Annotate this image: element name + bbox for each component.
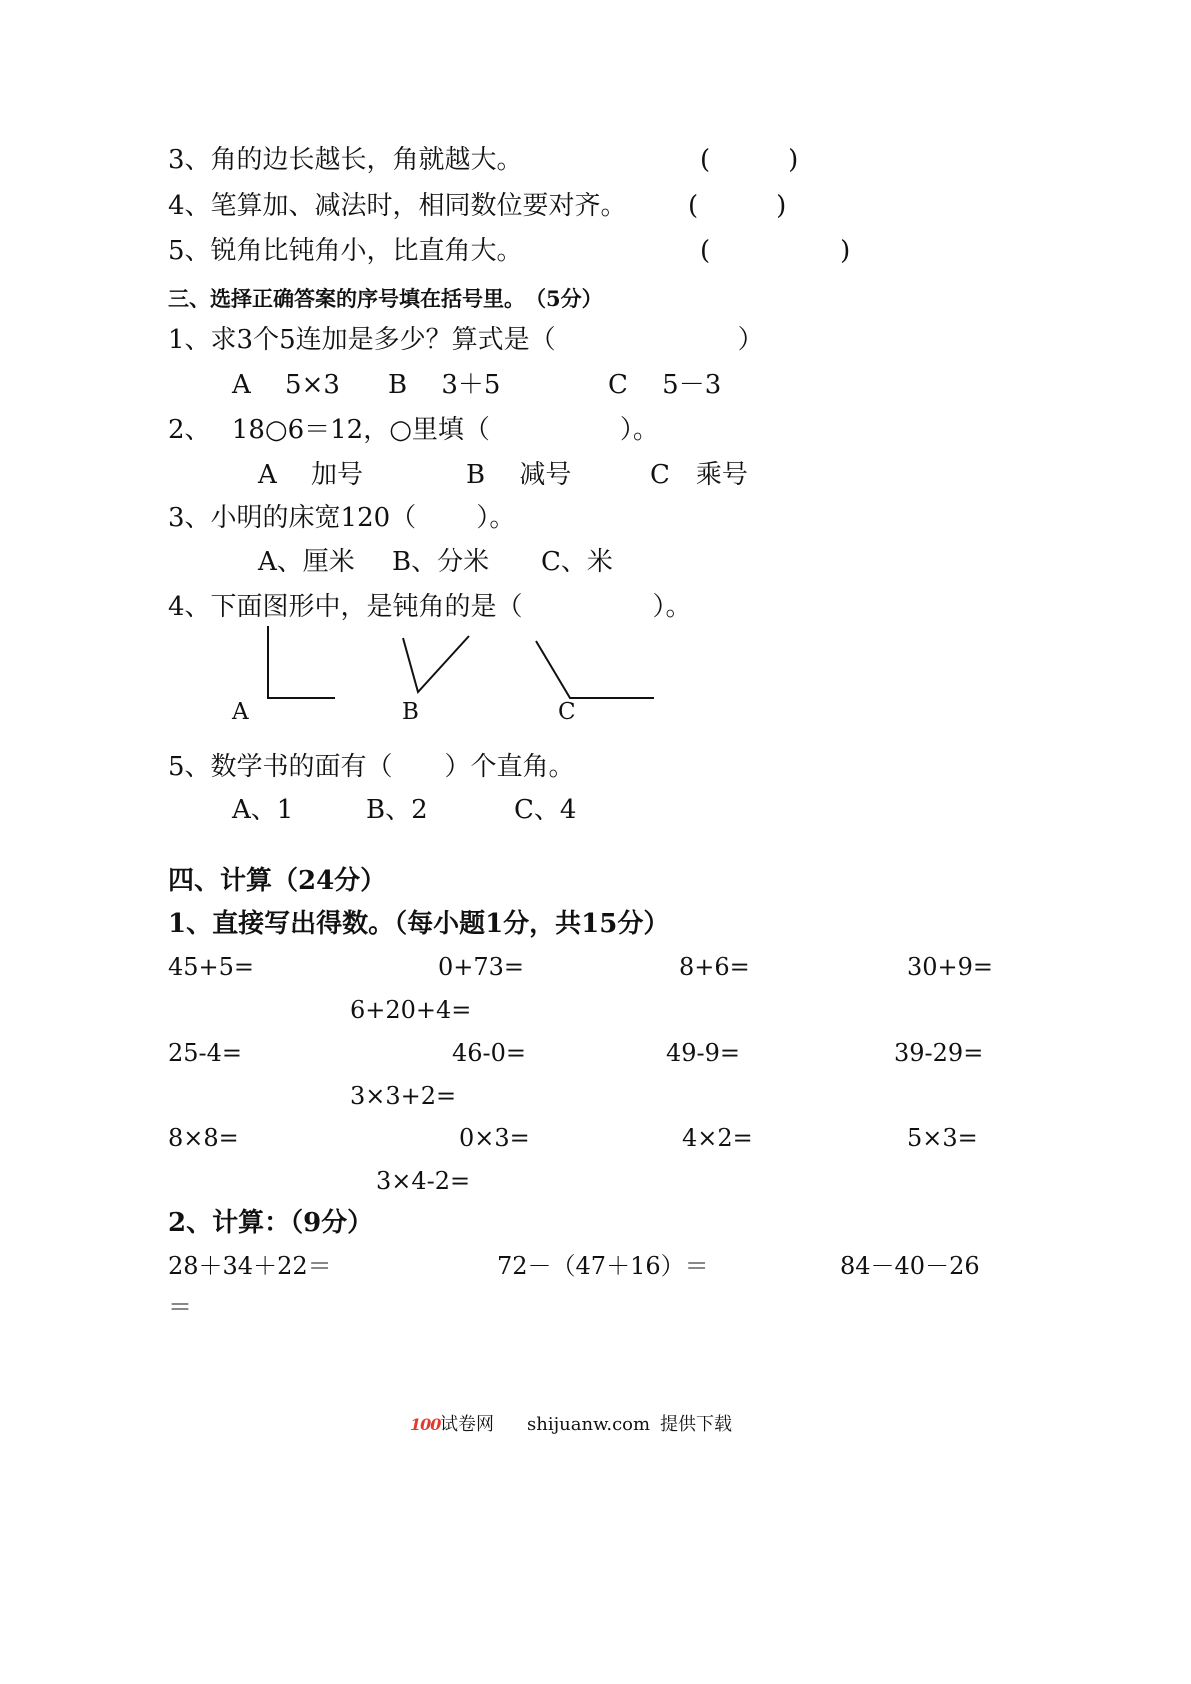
- angle-label-b: B: [402, 699, 419, 725]
- angle-label-c: C: [558, 699, 576, 725]
- choice-q2-option-c[interactable]: C 乘号: [650, 460, 748, 490]
- tf-q5: 5、锐角比钝角小，比直角大。: [168, 236, 523, 266]
- calc-item: 49-9=: [666, 1039, 741, 1067]
- calc-item: 0+73=: [438, 953, 525, 981]
- angle-label-a: A: [232, 699, 249, 725]
- angle-b-acute[interactable]: [403, 636, 469, 692]
- calc-item: 25-4=: [168, 1039, 243, 1067]
- choice-q3-option-b[interactable]: B、分米: [392, 547, 490, 577]
- calc-item: 8×8=: [168, 1124, 239, 1152]
- calc-item: 5×3=: [907, 1124, 978, 1152]
- choice-q1-option-b[interactable]: B 3＋5: [388, 370, 501, 400]
- tf-q3-answer-paren[interactable]: ( ): [700, 145, 799, 175]
- choice-q1-stem: 1、求3个5连加是多少？算式是（ ）: [168, 325, 764, 355]
- angle-c-obtuse[interactable]: [536, 641, 654, 698]
- choice-q3-stem: 3、小明的床宽120（ ）。: [168, 503, 516, 533]
- angle-a-right[interactable]: [268, 626, 335, 698]
- footer-tagline: 提供下载: [660, 1414, 732, 1435]
- calc-expression: 72－（47＋16）＝: [497, 1252, 709, 1280]
- choice-q2-option-b[interactable]: B 减号: [466, 460, 572, 490]
- calc-item: 46-0=: [452, 1039, 527, 1067]
- calc-item: 3×3+2=: [350, 1082, 457, 1110]
- footer-site-name: 试卷网: [440, 1414, 494, 1435]
- calc-item: 4×2=: [682, 1124, 753, 1152]
- calc-item: 39-29=: [894, 1039, 984, 1067]
- calc-item: 3×4-2=: [376, 1167, 471, 1195]
- choice-q5-option-c[interactable]: C、4: [514, 795, 577, 825]
- footer-logo: 100: [410, 1415, 441, 1434]
- section-four-heading: 四、计算（24分）: [168, 866, 387, 896]
- footer-domain-link[interactable]: shijuanw.com: [527, 1414, 651, 1435]
- tf-q5-answer-paren[interactable]: ( ): [700, 236, 851, 266]
- calc-sub2-heading: 2、计算：（9分）: [168, 1208, 374, 1238]
- calc-item: 30+9=: [907, 953, 994, 981]
- choice-q5-option-b[interactable]: B、2: [366, 795, 428, 825]
- calc-item: 6+20+4=: [350, 996, 472, 1024]
- choice-q3-option-a[interactable]: A、厘米: [258, 547, 355, 577]
- tf-q4-answer-paren[interactable]: ( ): [688, 191, 787, 221]
- calc-item: 45+5=: [168, 953, 255, 981]
- calc-item: 8+6=: [679, 953, 750, 981]
- choice-q4-stem: 4、下面图形中，是钝角的是（ ）。: [168, 592, 692, 622]
- choice-q5-option-a[interactable]: A、1: [232, 795, 294, 825]
- choice-q2-option-a[interactable]: A 加号: [258, 460, 364, 490]
- calc-expression: 28＋34＋22＝: [168, 1252, 332, 1280]
- calc-item: 0×3=: [459, 1124, 530, 1152]
- choice-q3-option-c[interactable]: C、米: [541, 547, 613, 577]
- choice-q1-option-a[interactable]: A 5×3: [232, 370, 340, 400]
- choice-q1-option-c[interactable]: C 5－3: [608, 370, 722, 400]
- choice-q2-stem: 2、 18○6＝12，○里填（ ）。: [168, 415, 659, 445]
- choice-q5-stem: 5、数学书的面有（ ）个直角。: [168, 752, 575, 782]
- section-three-heading: 三、选择正确答案的序号填在括号里。 （5分）: [168, 286, 603, 311]
- calc-sub1-heading: 1、直接写出得数。（每小题1分，共15分）: [168, 909, 670, 939]
- calc-expression-wrap: ＝: [168, 1293, 192, 1321]
- calc-expression: 84－40－26: [840, 1252, 980, 1280]
- tf-q3: 3、角的边长越长，角就越大。: [168, 145, 523, 175]
- tf-q4: 4、笔算加、减法时，相同数位要对齐。: [168, 191, 627, 221]
